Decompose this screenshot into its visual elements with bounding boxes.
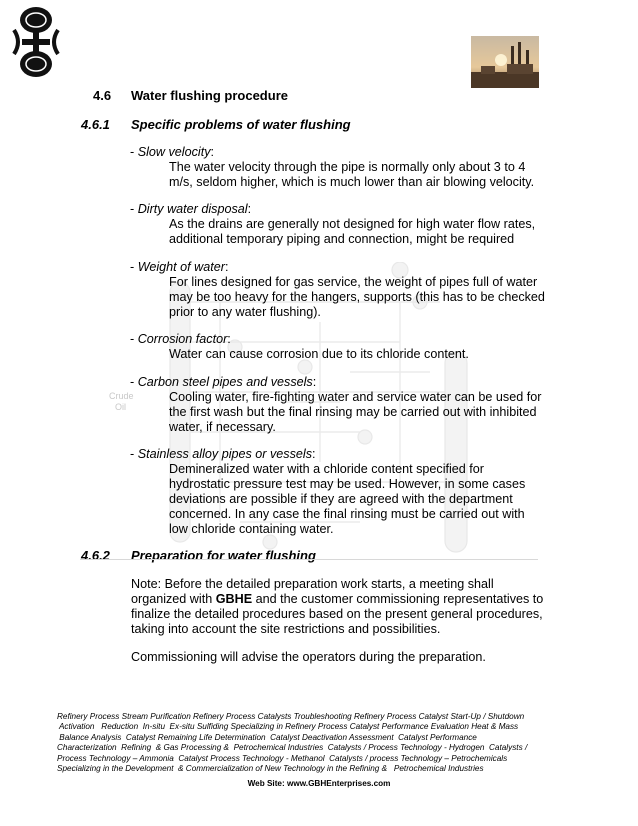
problem-description: As the drains are generally not designed for high water flow rates, additional temporary piping and connection, might be required (169, 217, 536, 246)
refinery-photo (471, 36, 539, 88)
website-link[interactable]: Web Site: www.GBHEnterprises.com (247, 779, 391, 788)
problem-label-text: Carbon steel pipes and vessels (137, 375, 313, 389)
subsection-title: Preparation for water flushing (131, 548, 316, 563)
watermark-label-crude: Crude (109, 391, 134, 401)
section-number: 4.6 (93, 88, 112, 103)
heading-rule (80, 559, 538, 560)
problem-label: - Dirty water disposal: (130, 202, 252, 216)
problem-description: Demineralized water with a chloride content specified for hydrostatic pressure test may be used. However, in some cases deviations are possible if they are agreed with the department concerned. In any case the final rinsing must be carried out with low chloride containing water. (169, 462, 526, 536)
problem-label-text: Weight of water (137, 260, 225, 274)
note-paragraph: Note: Before the detailed preparation work starts, a meeting shall organized with GBHE and the customer commissioning representatives to finalize the detailed procedures based on the present general procedures, taking into account the site restrictions and possibilities. (131, 577, 551, 637)
problem-label: - Carbon steel pipes and vessels: (130, 375, 317, 389)
problem-label-text: Slow velocity (137, 145, 211, 159)
subsection-number: 4.6.1 (81, 117, 110, 132)
company-name: GBHE (215, 592, 253, 606)
note-line-2: organized with GBHE and the customer commissioning representatives to (131, 592, 544, 606)
problem-label-text: Dirty water disposal (137, 202, 248, 216)
problem-description: Cooling water, fire-fighting water and service water can be used for the first wash but the final rinsing may be carried out with inhibited water, if necessary. (169, 390, 542, 434)
problem-description: Water can cause corrosion due to its chloride content. (169, 347, 469, 361)
section-title: Water flushing procedure (131, 88, 288, 103)
watermark-label-oil: Oil (115, 402, 126, 412)
subsection-title: Specific problems of water flushing (131, 117, 351, 132)
problem-description: The water velocity through the pipe is normally only about 3 to 4 m/s, seldom higher, which is much lower than air blowing velocity. (169, 160, 535, 189)
company-logo (12, 6, 60, 78)
problem-label: - Corrosion factor: (130, 332, 231, 346)
problem-label-text: Corrosion factor (137, 332, 228, 346)
footer-services: Refinery Process Stream Purification Refinery Process Catalysts Troubleshooting Refinery Process Catalyst Start-Up / Shutdown Activation Reduction In-situ Ex-situ Sulfiding Specializing in Refinery Process Catalyst Performance Evaluation Heat & Mass Balance Analysis Catalyst Remaining Life Determination Catalyst Deactivation Assessment Catalyst Performance Characterization Refining & Gas Processing & Petrochemical Industries Catalysts / Process Technology - Hydrogen Catalysts / Process Technology – Ammonia Catalyst Process Technology - Methanol Catalysts / process Technology – Petrochemicals Specializing in the Development & Commercialization of New Technology in the Refining & Petrochemical Industries (57, 712, 528, 774)
problem-description: For lines designed for gas service, the weight of pipes full of water may be too heavy for the hangers, supports (this has to be checked prior to any water flushing). (169, 275, 545, 319)
problem-label-text: Stainless alloy pipes or vessels (137, 447, 312, 461)
problem-label: - Slow velocity: (130, 145, 214, 159)
problem-label: - Weight of water: (130, 260, 229, 274)
commissioning-paragraph: Commissioning will advise the operators during the preparation. (131, 650, 486, 664)
problem-label: - Stainless alloy pipes or vessels: (130, 447, 316, 461)
subsection-number: 4.6.2 (81, 548, 110, 563)
